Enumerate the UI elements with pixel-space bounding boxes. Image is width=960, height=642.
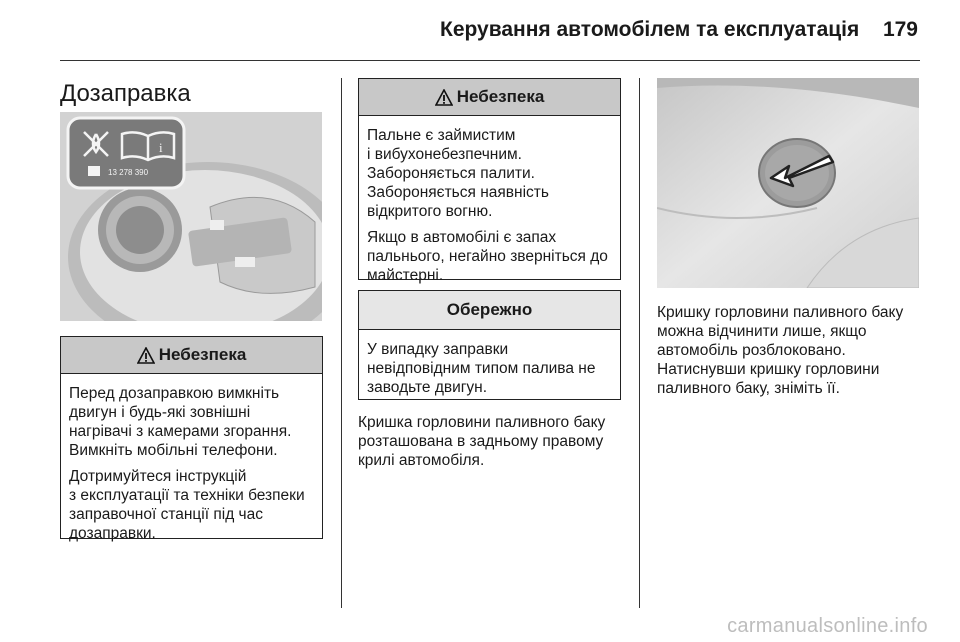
rear-fender-image bbox=[657, 78, 919, 288]
section-title: Дозаправка bbox=[60, 80, 191, 107]
caution-heading: Обережно bbox=[359, 291, 620, 330]
warning-paragraph: Якщо в автомобілі є запах пальнього, негайно зверніться до майстерні. bbox=[367, 229, 608, 284]
warning-heading-text: Небезпека bbox=[158, 345, 247, 364]
warning-heading bbox=[61, 337, 322, 374]
warning-paragraph: Перед дозаправкою вимкніть двигун і будь-які зовнішні нагрівачі з камерами згорання. Вимкніть мобільні телефони. bbox=[69, 385, 292, 459]
filler-location-text: Кришка горловини паливного баку розташована в задньому правому крилі автомобіля. bbox=[358, 414, 606, 469]
warning-triangle-icon bbox=[137, 347, 155, 364]
header-title: Керування автомобілем та експлуатація bbox=[440, 18, 860, 41]
warning-heading-text: Небезпека bbox=[456, 87, 545, 106]
header-rule bbox=[60, 60, 920, 61]
warning-box-flammable bbox=[358, 78, 621, 284]
warning-paragraph: Пальне є займистим і вибухонебезпечним. Забороняється палити. Забороняється наявність відкритого вогню. bbox=[367, 127, 549, 220]
warning-body bbox=[61, 374, 322, 556]
column-divider-right bbox=[639, 78, 640, 608]
column-divider-left bbox=[341, 78, 342, 608]
fuel-filler-image bbox=[60, 112, 322, 321]
watermark: carmanualsonline.info bbox=[727, 615, 928, 637]
label-code: 13 278 390 bbox=[108, 168, 149, 177]
caution-body bbox=[359, 330, 620, 410]
warning-heading bbox=[359, 79, 620, 116]
warning-body bbox=[359, 116, 620, 298]
caution-paragraph: У випадку заправки невідповідним типом палива не заводьте двигун. bbox=[367, 341, 596, 396]
warning-box-fuel-safety bbox=[60, 336, 323, 542]
page-number: 179 bbox=[882, 18, 918, 41]
svg-text:i: i bbox=[159, 140, 163, 155]
warning-triangle-icon bbox=[435, 89, 453, 106]
warning-paragraph: Дотримуйтеся інструкцій з експлуатації та техніки безпеки заправочної станції під час дозаправки. bbox=[69, 468, 305, 542]
filler-open-instructions: Кришку горловини паливного баку можна відчинити лише, якщо автомобіль розблоковано. Натиснувши кришку горловини паливного баку, зніміть її. bbox=[657, 304, 904, 397]
caution-box-wrong-fuel bbox=[358, 290, 621, 400]
